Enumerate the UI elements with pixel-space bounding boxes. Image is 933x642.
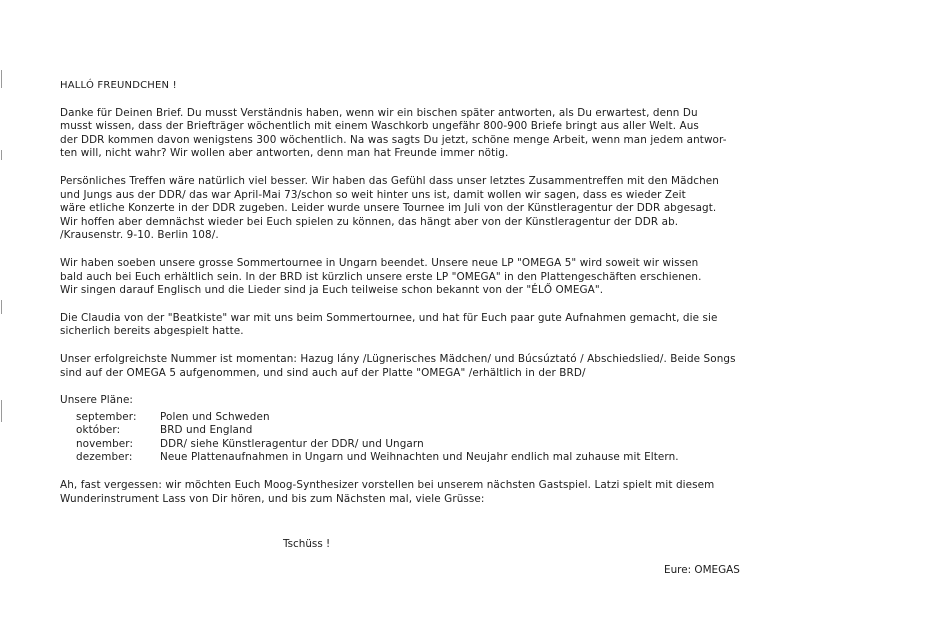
plan-text: Polen und Schweden [160, 410, 270, 423]
text-line: Die Claudia von der "Beatkiste" war mit uns beim Sommertournee, und hat für Euch paar gute Aufnahmen gemacht, die sie [60, 311, 718, 324]
text-line: Ah, fast vergessen: wir möchten Euch Moog-Synthesizer vorstellen bei unserem nächsten Gastspiel. Latzi spielt mit diesem [60, 479, 715, 492]
plan-row [76, 411, 679, 425]
plan-month: september: [76, 410, 137, 423]
plan-row [76, 451, 679, 465]
text-line: Unser erfolgreichste Nummer ist momentan: Hazug lány /Lügnerisches Mädchen/ und Búcsúztató / Abschiedslied/. Beide Songs [60, 352, 736, 365]
paragraph-claudia [60, 312, 888, 339]
letter-body [60, 79, 888, 506]
scan-edge-mark [1, 300, 2, 314]
plan-text: DDR/ siehe Künstleragentur der DDR/ und Ungarn [160, 437, 424, 450]
paragraph-songs [60, 353, 888, 380]
signature: Eure: OMEGAS [664, 564, 740, 576]
greeting: HALLÓ FREUNDCHEN ! [60, 80, 177, 91]
plan-month: dezember: [76, 451, 133, 464]
scan-edge-mark [1, 70, 2, 88]
text-line: /Krausenstr. 9-10. Berlin 108/. [60, 229, 219, 242]
text-line: musst wissen, dass der Briefträger wöchentlich mit einem Waschkorb ungefähr 800-900 Briefe bringt aus aller Welt. Aus [60, 120, 699, 133]
text-line: sicherlich bereits abgespielt hatte. [60, 325, 244, 338]
text-line: Wir hoffen aber demnächst wieder bei Euch spielen zu können, das hängt aber von der Künstleragentur der DDR ab. [60, 215, 679, 228]
paragraph-reply-delay [60, 107, 888, 161]
text-line: Wunderinstrument Lass von Dir hören, und bis zum Nächsten mal, viele Grüsse: [60, 492, 485, 505]
plan-month: október: [76, 424, 121, 437]
text-line: der DDR kommen davon wenigstens 300 wöchentlich. Na was sagts Du jetzt, schöne menge Arbeit, wenn man jedem antwor- [60, 133, 727, 146]
text-line: Wir singen darauf Englisch und die Lieder sind ja Euch teilweise schon bekannt von der "ÉLŐ OMEGA". [60, 284, 604, 297]
plans-heading: Unsere Pläne: [60, 394, 134, 407]
scan-edge-mark [1, 400, 2, 422]
plan-month: november: [76, 437, 134, 450]
plan-row [76, 424, 679, 438]
text-line: Danke für Deinen Brief. Du musst Verständnis haben, wenn wir ein bischen später antworten, als Du erwartest, denn Du [60, 106, 698, 119]
plan-text: Neue Plattenaufnahmen in Ungarn und Weihnachten und Neujahr endlich mal zuhause mit Eltern. [160, 451, 679, 464]
scan-edge-mark [1, 150, 2, 160]
paragraph-tour [60, 257, 888, 298]
text-line: und Jungs aus der DDR/ das war April-Mai 73/schon so weit hinter uns ist, damit wollen wir sagen, dass es wieder Zeit [60, 188, 686, 201]
farewell: Tschüss ! [283, 538, 331, 550]
paragraph-moog [60, 479, 888, 506]
text-line: Wir haben soeben unsere grosse Sommertournee in Ungarn beendet. Unsere neue LP "OMEGA 5" wird soweit wir wissen [60, 256, 699, 269]
text-line: wäre etliche Konzerte in der DDR zugeben. Leider wurde unsere Tournee im Juli von der Künstleragentur der DDR abgesagt. [60, 202, 717, 215]
text-line: sind auf der OMEGA 5 aufgenommen, und sind auch auf der Platte "OMEGA" /erhältlich in der BRD/ [60, 366, 586, 379]
plans-list [76, 411, 679, 465]
text-line: Persönliches Treffen wäre natürlich viel besser. Wir haben das Gefühl dass unser letztes Zusammentreffen mit den Mädchen [60, 174, 719, 187]
text-line: bald auch bei Euch erhältlich sein. In der BRD ist kürzlich unsere erste LP "OMEGA" in den Plattengeschäften erschienen. [60, 270, 702, 283]
plan-row [76, 438, 679, 452]
paragraph-meeting [60, 175, 888, 243]
plan-text: BRD und England [160, 424, 253, 437]
text-line: ten will, nicht wahr? Wir wollen aber antworten, denn man hat Freunde immer nötig. [60, 147, 509, 160]
